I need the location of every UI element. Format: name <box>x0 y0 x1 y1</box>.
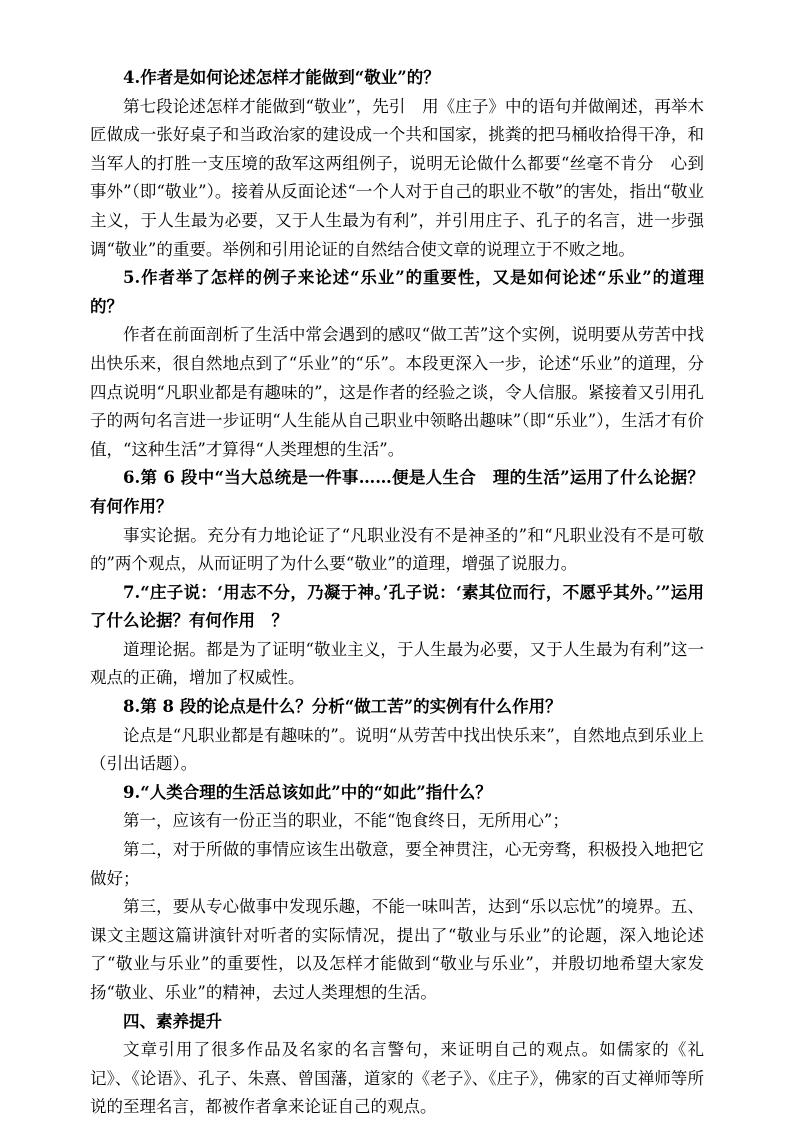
question-4-heading: 4.作者是如何论述怎样才能做到“敬业”的？ <box>123 68 440 87</box>
answer-8-paragraph: 论点是“凡职业都是有趣味的”。说明“从劳苦中找出快乐来”，自然地点到乐业上（引出话题）。 <box>90 725 704 774</box>
answer-9-point-1: 第一，应该有一份正当的职业，不能“饱食终日，无所用心”； <box>123 811 569 831</box>
document-page <box>90 64 704 1122</box>
answer-5-paragraph: 作者在前面剖析了生活中常会遇到的感叹“做工苦”这个实例，说明要从劳苦中找出快乐来，很自然地点到了“乐业”的“乐”。本段更深入一步，论述“乐业”的道理，分四点说明“凡职业都是有趣味的”，这是作者的经验之谈，令人信服。紧接着又引用孔子的两句名言进一步证明“人生能从自己职业中领略出趣味”（即“乐业”），生活才有价值，“这种生活”才算得“人类理想的生活”。 <box>90 325 704 459</box>
question-9-heading: 9.“人类合理的生活总该如此”中的“如此”指什么？ <box>123 782 492 802</box>
question-7-heading: 7.“庄子说：‘用志不分，乃凝于神。’孔子说：‘素其位而行，不愿乎其外。’”运用了什么论据？有何作用 ？ <box>90 582 704 631</box>
answer-7-paragraph: 道理论据。都是为了证明“敬业主义，于人生最为必要，又于人生最为有利”这一观点的正确，增加了权威性。 <box>90 639 704 688</box>
question-5-heading: 5.作者举了怎样的例子来论述“乐业”的重要性，又是如何论述“乐业”的道理的？ <box>90 268 704 316</box>
question-6-heading: 6.第 6 段中“当大总统是一件事……便是人生合 理的生活”运用了什么论据？有何作用？ <box>90 468 704 516</box>
answer-9-point-3: 第三，要从专心做事中发现乐趣，不能一味叫苦，达到“乐以忘忧”的境界。五、课文主题这篇讲演针对听者的实际情况，提出了“敬业与乐业”的论题，深入地论述了“敬业与乐业”的重要性，以及怎样才能做到“敬业与乐业”，并殷切地希望大家发扬“敬业、乐业”的精神，去过人类理想的生活。 <box>90 897 704 1002</box>
literacy-paragraph: 文章引用了很多作品及名家的名言警句，来证明自己的观点。如儒家的《礼记》、《论语》、孔子、朱熹、曾国藩，道家的《老子》、《庄子》，佛家的百丈禅师等所说的至理名言，都被作者拿来论证自己的观点。 <box>90 1040 704 1117</box>
answer-4-paragraph: 第七段论述怎样才能做到“敬业”，先引 用《庄子》中的语句并做阐述，再举木匠做成一张好桌子和当政治家的建设成一个共和国家，挑粪的把马桶收拾得干净，和当军人的打胜一支压境的敌军这两组例子，说明无论做什么都要“丝毫不肯分 心到事外”（即“敬业”）。接着从反面论述“一个人对于自己的职业不敬”的害处，指出“敬业主义，于人生最为必要，又于人生最为有利”，并引用庄子、孔子的名言，进一步强调“敬业”的重要。举例和引用论证的自然结合使文章的说理立于不败之地。 <box>90 96 704 259</box>
answer-9-point-2: 第二，对于所做的事情应该生出敬意，要全神贯注，心无旁骛，积极投入地把它做好； <box>90 840 704 888</box>
question-8-heading: 8.第 8 段的论点是什么？分析“做工苦”的实例有什么作用？ <box>123 697 562 717</box>
answer-6-paragraph: 事实论据。充分有力地论证了“凡职业没有不是神圣的”和“凡职业没有不是可敬的”两个观点，从而证明了为什么要“敬业”的道理，增强了说服力。 <box>90 525 704 574</box>
section-heading-literacy: 四、素养提升 <box>123 1011 222 1031</box>
